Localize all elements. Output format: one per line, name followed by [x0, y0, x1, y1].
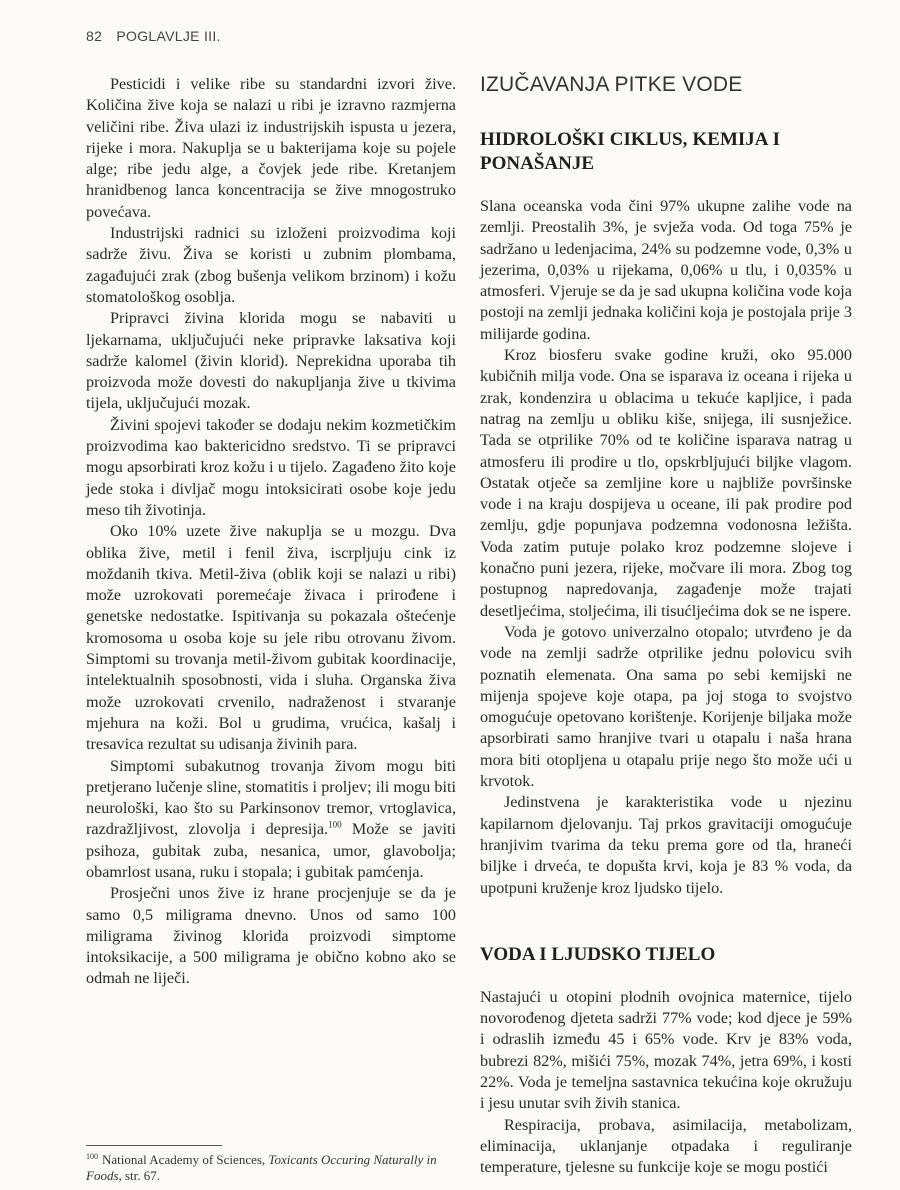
footnote-pages: , str. 67. [118, 1168, 161, 1183]
paragraph: Voda je gotovo univerzalno otopalo; utvrđeno je da vode na zemlji sadrže otprilike jednu polovicu svih poznatih elemenata. Ona sama po sebi kemijski ne mijenja spojeve koje otapa, pa joj stoga to svojstvo omogućuje opetovano korištenje. Korijenje biljaka može apsorbirati samo hranjive tvari u otapalu i naša hrana mora biti otopljena u otapalu prije nego što može ući u krvotok. [480, 622, 852, 791]
paragraph: Kroz biosferu svake godine kruži, oko 95.000 kubičnih milja vode. Ona se isparava iz oceana i rijeka u zrak, kondenzira u oblacima u tekuće kapljice, i pada natrag na zemlju u obliku kiše, snijega, ili susnježice. Tada se otprilike 70% od te količine isparava natrag u atmosferu ili prodire u tlo, opskrbljujući biljke vlagom. Ostatak otječe sa zemljine kore u najbliže površinske vode i na kraju dospijeva u oceane, ili pak prodire pod zemlju, gdje popunjava podzemna vodonosna ležišta. Voda zatim putuje polako kroz podzemne slojeve i konačno puni jezera, rijeke, močvare ili mora. Zbog tog postupnog napredovanja, zagađenje može trajati desetljećima, stoljećima, ili tisućljećima dok se ne ispere. [480, 346, 852, 620]
paragraph: Prosječni unos žive iz hrane procjenjuje se da je samo 0,5 miligrama dnevno. Unos od samo 100 miligrama živinog klorida proizvodi simptome intoksikacije, a 500 miligrama je obično kobno ako se odmah ne liječi. [86, 884, 456, 988]
footnote-reference[interactable]: 100 [328, 820, 342, 830]
page-number: 82 [86, 28, 103, 44]
right-column [480, 72, 852, 1178]
paragraph: Industrijski radnici su izloženi proizvodima koji sadrže živu. Živa se koristi u zubnim plombama, zagađujući zrak (zbog bušenja velikom brzinom) i kožu stomatološkog osoblja. [86, 224, 456, 306]
section-title: HIDROLOŠKI CIKLUS, KEMIJA I PONAŠANJE [480, 129, 780, 174]
footnote-author: National Academy of Sciences, [102, 1152, 269, 1167]
paragraph: Jedinstvena je karakteristika vode u njezinu kapilarnom djelovanju. Taj prkos gravitaciji omogućuje hranjivim tvarima da teku prema gore od tla, hraneći biljke i drveća, te dopušta krvi, koja je 83 % voda, da upotpuni kruženje kroz ljudsko tijelo. [480, 793, 852, 897]
paragraph: Nastajući u otopini plodnih ovojnica maternice, tijelo novorođenog djeteta sadrži 77% vode; kod djece je 59% i odraslih između 45 i 65% vode. Krv je 83% voda, bubrezi 82%, mišići 75%, mozak 74%, jetra 69%, i kosti 22%. Voda je temeljna sastavnica tekućina koje okružuju i jesu unutar svih živih stanica. [480, 987, 852, 1113]
paragraph-text: Može se javiti psihoza, gubitak zuba, nesanica, umor, glavobolja; obamrlost usana, ruku i stopala; i gubitak pamćenja. [86, 820, 456, 881]
paragraph: Oko 10% uzete žive nakuplja se u mozgu. Dva oblika žive, metil i fenil živa, iscrpljuju cink iz moždanih tkiva. Metil-živa (oblik koji se nalazi u ribi) može uzrokovati poremećaje živaca i prirođene i genetske nedostatke. Ispitivanja su pokazala oštećenje kromosoma u osoba koje su jele ribu otrovanu živom. Simptomi su trovanja metil-živom gubitak koordinacije, intelektualnih sposobnosti, vida i sluha. Organska živa može uzrokovati crvenilo, nadraženost i stvaranje mjehura na koži. Bol u grudima, vrućica, kašalj i tresavica rezultat su udisanja živinih para. [86, 522, 456, 754]
chapter-label: POGLAVLJE III. [116, 28, 221, 44]
right-column-body [480, 128, 852, 1178]
footnote [86, 1152, 456, 1184]
footnote-number: 100 [86, 1151, 98, 1161]
paragraph: Pesticidi i velike ribe su standardni izvori žive. Količina žive koja se nalazi u ribi je izravno razmjerna veličini ribe. Živa ulazi iz industrijskih ispusta u jezera, rijeke i mora. Nakuplja se u bakterijama koje su pojele alge; ribe jedu alge, a čovjek jede ribe. Kretanjem hranidbenog lanca koncentracija se žive mnogostruko povećava. [86, 75, 456, 221]
footnote-title: Toxicants Occuring Naturally in Foods [86, 1152, 437, 1183]
paragraph: Živini spojevi također se dodaju nekim kozmetičkim proizvodima kao baktericidno sredstvo. Ti se pripravci mogu apsorbirati kroz kožu i u tijelo. Zagađeno žito koje jede stoka i divljač mogu intoksicirati osobe koje jedu meso tih životinja. [86, 415, 456, 519]
column-spacer [86, 990, 456, 1145]
paragraph: Pripravci živina klorida mogu se nabaviti u ljekarnama, uključujući neke pripravke laksativa koji sadrže kalomel (živin klorid). Neprekidna uporaba tih proizvoda može dovesti do nakupljanja žive u tkivima tijela, uključujući mozak. [86, 309, 456, 413]
paragraph: Respiracija, probava, asimilacija, metabolizam, eliminacija, uklanjanje otpadaka i reguliranje temperature, tjelesne su funkcije koje se mogu postići [480, 1115, 852, 1177]
footnote-area [86, 1145, 456, 1184]
chapter-title: IZUČAVANJA PITKE VODE [480, 73, 743, 96]
paragraph-with-footnote [86, 756, 456, 884]
left-column [86, 74, 456, 1184]
footnote-divider [86, 1145, 222, 1146]
paragraph-text: Simptomi subakutnog trovanja živom mogu biti pretjerano lučenje sline, stomatitis i proljev; ili mogu biti neurološki, kao što su Parkinsonov tremor, vrtoglavica, razdražljivost, zlovolja i depresija. [86, 756, 456, 839]
paragraph: Slana oceanska voda čini 97% ukupne zalihe vode na zemlji. Preostalih 3%, je svježa voda. Od toga 75% je sadržano u ledenjacima, 24% su podzemne vode, 0,3% u jezerima, 0,03% u rijekama, 0,06% u tlu, i 0,035% u atmosferi. Vjeruje se da je sad ukupna količina vode koja postoji na zemlji jednaka količini koja je postojala prije 3 milijarde godina. [480, 197, 852, 343]
running-header [86, 28, 221, 44]
left-column-body [86, 74, 456, 990]
section-title: VODA I LJUDSKO TIJELO [480, 943, 716, 965]
